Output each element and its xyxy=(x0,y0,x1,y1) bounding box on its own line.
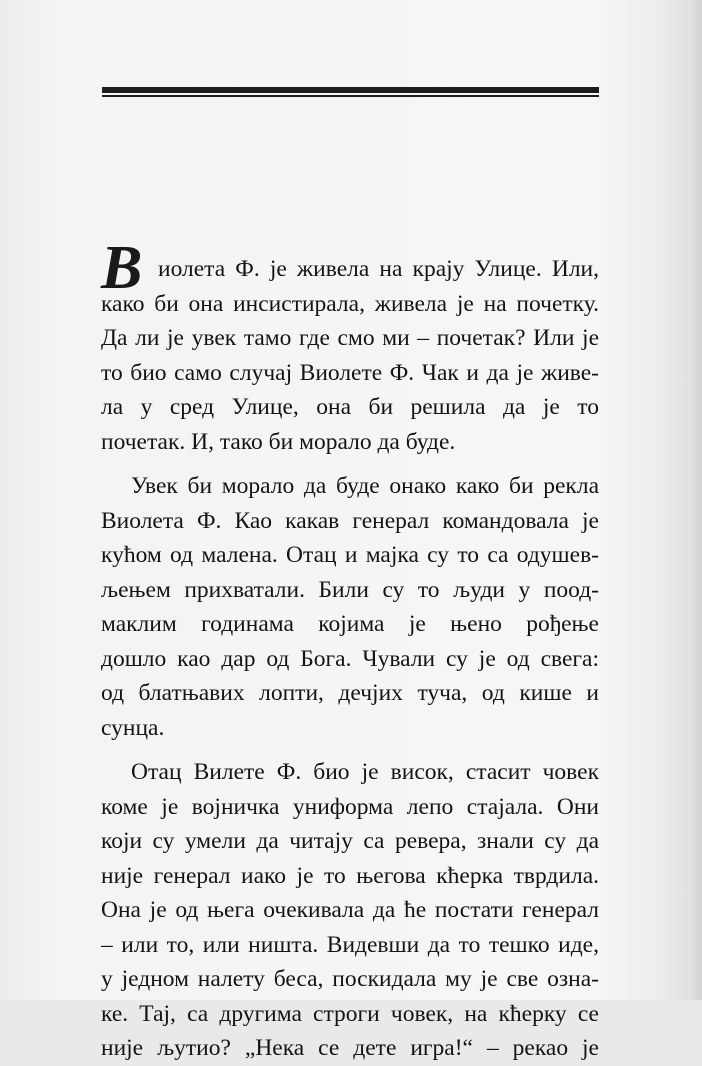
text-line: како би она инсистирала, живела је на почетку. xyxy=(101,290,599,317)
text-line: ке. Тај, са другима строги човек, на кћерку се xyxy=(101,1000,599,1027)
text-line: почетак. И, тако би морало да буде. xyxy=(101,428,456,455)
text-line: ла у сред Улице, она би решила да је то xyxy=(101,394,599,420)
text-line: то био само случај Виолете Ф. Чак и да је живе- xyxy=(101,359,599,386)
text-line: кућом од малена. Отац и мајка су то са одушев- xyxy=(101,542,599,568)
header-rule-thick xyxy=(102,87,599,93)
text-line: маклим годинама којима је њено рођење xyxy=(101,611,599,637)
text-line: Увек би морало да буде онако како би рекла xyxy=(131,473,599,499)
text-line: у једном налету беса, поскидала му је све озна- xyxy=(101,966,599,992)
text-line: сунца. xyxy=(101,714,165,741)
paragraph-2 xyxy=(101,469,599,745)
text-line: од блатњавих лопти, дечјих туча, од кише и xyxy=(101,680,599,706)
text-line: који су умели да читају са ревера, знали су да xyxy=(101,828,599,854)
text-line: – или то, или ништа. Видевши да то тешко иде, xyxy=(101,931,599,958)
paragraph-3 xyxy=(101,755,599,1066)
text-line: Она је од њега очекивала да ће постати генерал xyxy=(101,897,599,923)
body-text xyxy=(101,252,599,1066)
text-line: дошло као дар од Бога. Чували су је од свега: xyxy=(101,645,599,672)
page-edge-shadow xyxy=(688,0,702,1000)
text-line: коме је војничка униформа лепо стајала. Они xyxy=(101,793,599,820)
paragraph-1 xyxy=(101,252,599,459)
text-line: Отац Вилете Ф. био је висок, стасит човек xyxy=(131,759,599,785)
text-line: љењем прихватали. Били су то људи у поод- xyxy=(101,576,599,603)
text-line: није љутио? „Нека се дете игра!“ – рекао је xyxy=(101,1035,599,1061)
text-line: није генерал иако је то његова кћерка тврдила. xyxy=(101,862,599,889)
text-line: иолета Ф. је живела на крају Улице. Или, xyxy=(158,256,599,282)
text-line: Виолета Ф. Као какав генерал командовала је xyxy=(101,507,599,534)
drop-cap-letter: В xyxy=(101,234,143,302)
header-rule-thin xyxy=(102,95,599,97)
text-line: Да ли је увек тамо где смо ми – почетак? Или је xyxy=(101,325,599,351)
